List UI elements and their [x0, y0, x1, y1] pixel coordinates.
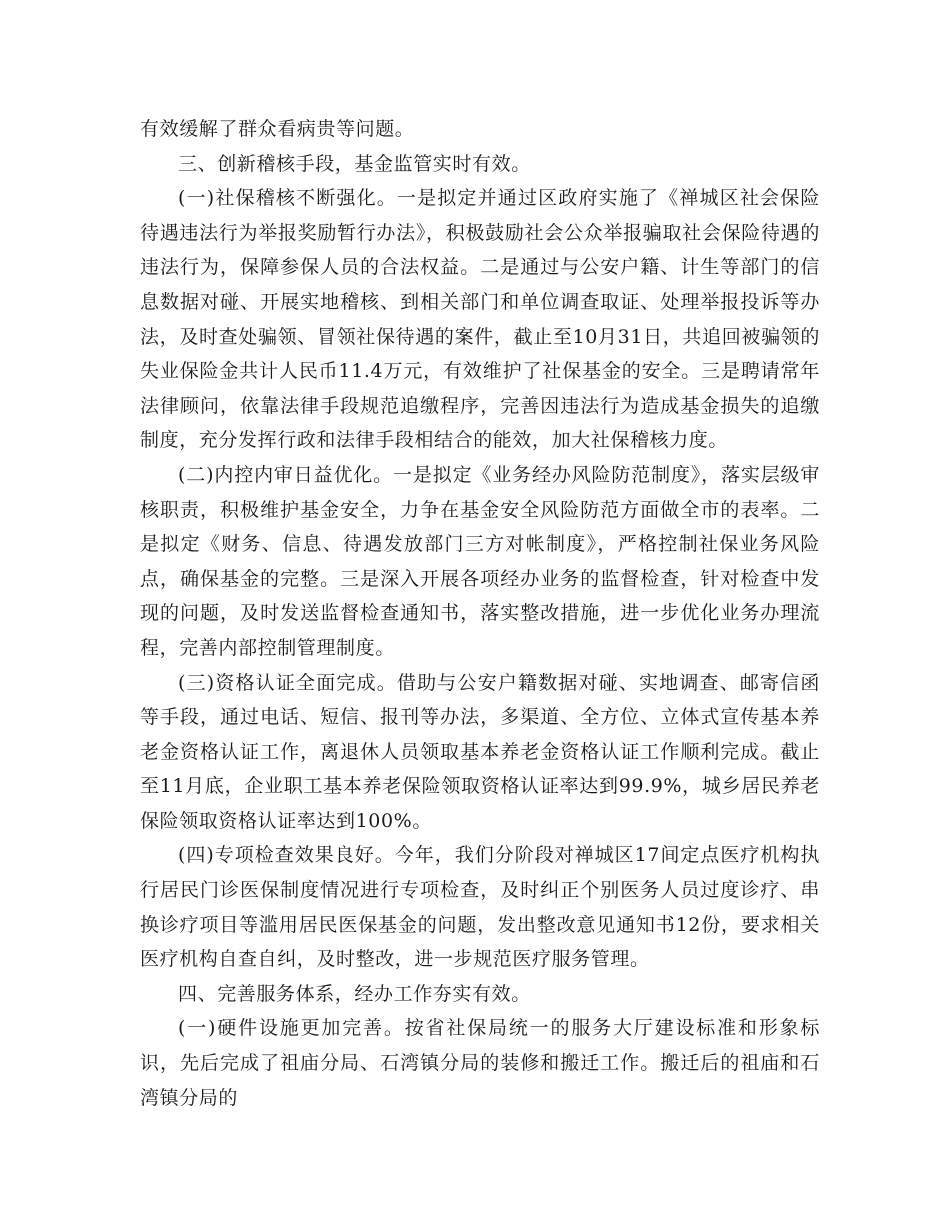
paragraph-social-security-audit: (一)社保稽核不断强化。一是拟定并通过区政府实施了《禅城区社会保险待遇违法行为举报奖励暂行办法》，积极鼓励社会公众举报骗取社会保险待遇的违法行为，保障参保人员的合法权益。二是通过与公安户籍、计生等部门的信息数据对碰、开展实地稽核、到相关部门和单位调查取证、处理举报投诉等办法，及时查处骗领、冒领社保待遇的案件，截止至10月31日，共追回被骗领的失业保险金共计人民币11.4万元，有效维护了社保基金的安全。三是聘请常年法律顾问，依靠法律手段规范追缴程序，完善因违法行为造成基金损失的追缴制度，充分发挥行政和法律手段相结合的能效，加大社保稽核力度。 — [140, 187, 820, 452]
document-body — [140, 112, 820, 1115]
section-heading-4: 四、完善服务体系，经办工作夯实有效。 — [178, 982, 531, 1005]
paragraph-special-inspection: (四)专项检查效果良好。今年，我们分阶段对禅城区17间定点医疗机构执行居民门诊医保制度情况进行专项检查，及时纠正个别医务人员过度诊疗、串换诊疗项目等滥用居民医保基金的问题，发出整改意见通知书12份，要求相关医疗机构自查自纠，及时整改，进一步规范医疗服务管理。 — [140, 844, 820, 971]
paragraph-qualification-certification: (三)资格认证全面完成。借助与公安户籍数据对碰、实地调查、邮寄信函等手段，通过电话、短信、报刊等办法，多渠道、全方位、立体式宣传基本养老金资格认证工作，离退休人员领取基本养老金资格认证工作顺利完成。截止至11月底，企业职工基本养老保险领取资格认证率达到99.9%，城乡居民养老保险领取资格认证率达到100%。 — [140, 671, 820, 832]
section-heading-3: 三、创新稽核手段，基金监管实时有效。 — [178, 152, 531, 175]
paragraph-continuation: 有效缓解了群众看病贵等问题。 — [140, 118, 415, 140]
paragraph-internal-control: (二)内控内审日益优化。一是拟定《业务经办风险防范制度》，落实层级审核职责，积极维护基金安全，力争在基金安全风险防范方面做全市的表率。二是拟定《财务、信息、待遇发放部门三方对帐制度》，严格控制社保业务风险点，确保基金的完整。三是深入开展各项经办业务的监督检查，针对检查中发现的问题，及时发送监督检查通知书，落实整改措施，进一步优化业务办理流程，完善内部控制管理制度。 — [140, 463, 820, 659]
paragraph-hardware-facilities: (一)硬件设施更加完善。按省社保局统一的服务大厅建设标准和形象标识，先后完成了祖庙分局、石湾镇分局的装修和搬迁工作。搬迁后的祖庙和石湾镇分局的 — [140, 1017, 820, 1109]
